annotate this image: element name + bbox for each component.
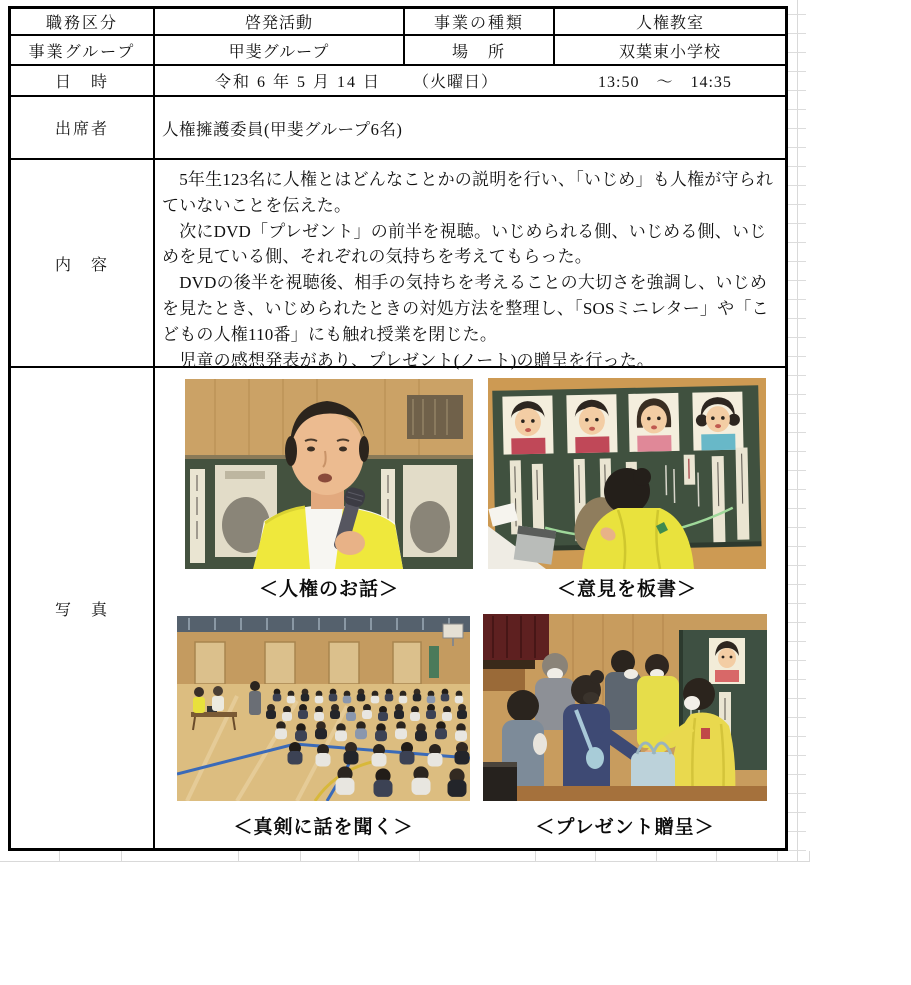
photo-gift-illustration <box>483 614 767 801</box>
cell-business-type-label[interactable]: 事業の種類 <box>405 9 555 36</box>
cell-duty-category-label[interactable]: 職務区分 <box>11 9 155 36</box>
content-paragraph: DVDの後半を視聴後、相手の気持ちを考えることの大切さを強調し、いじめを見たとき、いじめられたときの対処方法を整理し、「SOSミニレター」や「こどもの人権110番」にも触れ授業を閉じた。 <box>162 273 769 344</box>
photo-caption: ＜人権のお話＞ <box>258 578 399 600</box>
photo-caption: ＜真剣に話を聞く＞ <box>233 816 414 838</box>
gridline-row-ticks <box>788 14 806 852</box>
cell-datetime-value[interactable] <box>155 66 785 97</box>
photo-blackboard-illustration <box>488 378 766 569</box>
cell-business-group-label[interactable]: 事業グループ <box>11 36 155 66</box>
cell-content-label[interactable]: 内 容 <box>11 160 155 368</box>
cell-attendees-value[interactable]: 人権擁護委員(甲斐グループ6名) <box>155 97 785 160</box>
gridline-horizontal <box>0 861 810 862</box>
content-paragraph: 児童の感想発表があり、プレゼント(ノート)の贈呈を行った。 <box>162 350 655 370</box>
cell-duty-category-value[interactable]: 啓発活動 <box>155 9 405 36</box>
cell-business-group-value[interactable]: 甲斐グループ <box>155 36 405 66</box>
photo-caption: ＜プレゼント贈呈＞ <box>535 816 715 838</box>
photo-gym-illustration <box>177 616 470 801</box>
gridline-column-ticks <box>0 851 811 861</box>
photo-board-writing <box>488 378 766 569</box>
cell-content-value[interactable] <box>155 160 785 368</box>
cell-photos-label[interactable]: 写 真 <box>11 368 155 848</box>
cell-photos-area[interactable] <box>155 368 785 848</box>
photo-speaker-illustration <box>185 379 473 569</box>
cell-datetime-label[interactable]: 日 時 <box>11 66 155 97</box>
activity-report-table <box>8 6 788 851</box>
cell-business-type-value[interactable]: 人権教室 <box>555 9 785 36</box>
weekday-text: （火曜日） <box>413 74 499 91</box>
content-paragraph: 5年生123名に人権とはどんなことかの説明を行い、「いじめ」も人権が守られていないことを伝えた。 <box>162 170 774 215</box>
photo-human-rights-talk <box>185 379 473 569</box>
time-range-text: 13:50 ～ 14:35 <box>598 74 732 91</box>
photo-caption: ＜意見を板書＞ <box>556 578 697 600</box>
cell-place-value[interactable]: 双葉東小学校 <box>555 36 785 66</box>
photo-present-giving <box>483 614 767 801</box>
cell-place-label[interactable]: 場 所 <box>405 36 555 66</box>
cell-attendees-label[interactable]: 出席者 <box>11 97 155 160</box>
date-text: 令和 6 年 5 月 14 日 <box>215 74 382 91</box>
photo-students-listening <box>177 616 470 801</box>
content-paragraph: 次にDVD「プレゼント」の前半を視聴。いじめられる側、いじめる側、いじめを見ている側、それぞれの気持ちを考えてもらった。 <box>162 221 767 267</box>
